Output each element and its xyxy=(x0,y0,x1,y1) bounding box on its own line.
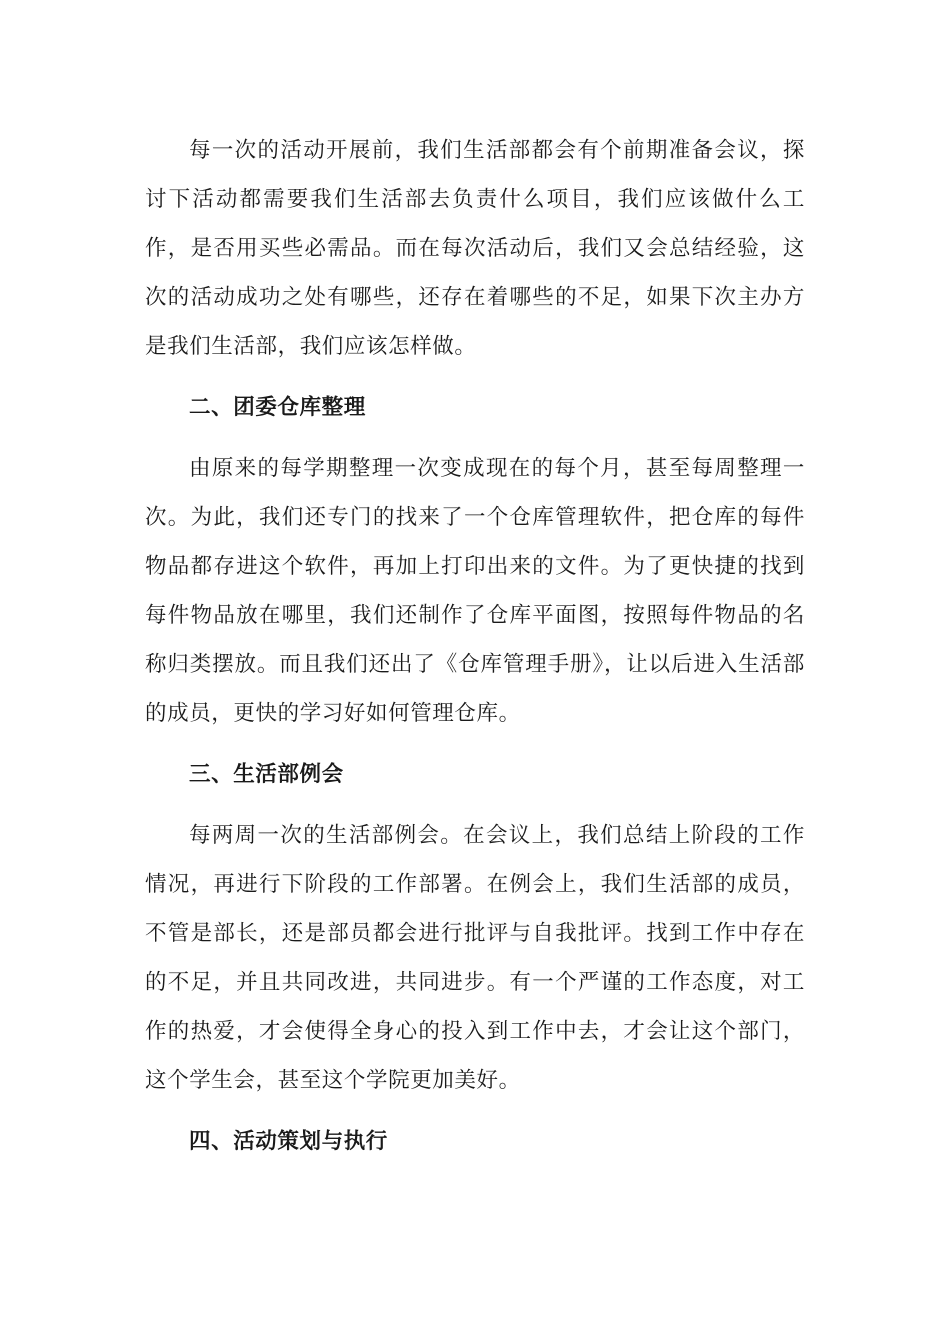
spacer xyxy=(145,1105,805,1117)
paragraph-regular-meeting: 每两周一次的生活部例会。在会议上，我们总结上阶段的工作情况，再进行下阶段的工作部署。在例会上，我们生活部的成员，不管是部长，还是部员都会进行批评与自我批评。找到工作中存在的不足，并且共同改进，共同进步。有一个严谨的工作态度，对工作的热爱，才会使得全身心的投入到工作中去，才会让这个部门，这个学生会，甚至这个学院更加美好。 xyxy=(145,823,805,1093)
paragraph-activity-meetings: 每一次的活动开展前，我们生活部都会有个前期准备会议，探讨下活动都需要我们生活部去负责什么项目，我们应该做什么工作，是否用买些必需品。而在每次活动后，我们又会总结经验，这次的活动成功之处有哪些，还存在着哪些的不足，如果下次主办方是我们生活部，我们应该怎样做。 xyxy=(145,138,805,359)
section-heading-planning: 四、活动策划与执行 xyxy=(189,1129,388,1154)
spacer xyxy=(145,371,805,383)
spacer xyxy=(145,799,805,811)
spacer xyxy=(145,738,805,750)
spacer xyxy=(145,432,805,444)
document-page xyxy=(145,126,805,1166)
section-heading-warehouse: 二、团委仓库整理 xyxy=(189,395,366,420)
section-heading-regular-meeting: 三、生活部例会 xyxy=(189,762,344,787)
paragraph-warehouse: 由原来的每学期整理一次变成现在的每个月，甚至每周整理一次。为此，我们还专门的找来了一个仓库管理软件，把仓库的每件物品都存进这个软件，再加上打印出来的文件。为了更快捷的找到每件物品放在哪里，我们还制作了仓库平面图，按照每件物品的名称归类摆放。而且我们还出了《仓库管理手册》，让以后进入生活部的成员，更快的学习好如何管理仓库。 xyxy=(145,456,805,726)
